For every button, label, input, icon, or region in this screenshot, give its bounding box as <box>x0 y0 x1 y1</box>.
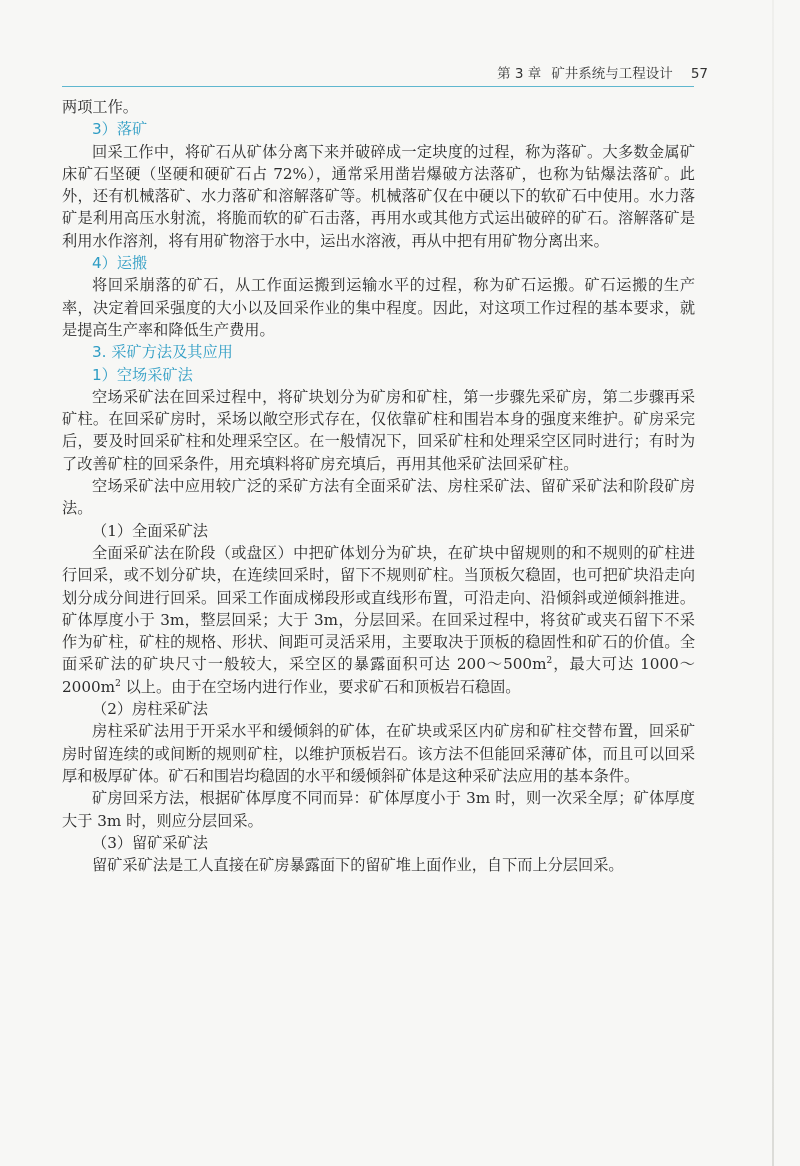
subheading-liukuang: （3）留矿采矿法 <box>92 833 208 852</box>
subheading-quanmian: （1）全面采矿法 <box>92 521 208 540</box>
paragraph-kongchang-1: 空场采矿法在回采过程中，将矿块划分为矿房和矿柱，第一步骤先采矿房，第二步骤再采矿柱。在回采矿房时，采场以敞空形式存在，仅依靠矿柱和围岩本身的强度来维护。矿房采完后，要及时回采矿柱和处理采空区。在一般情况下，回采矿柱和处理采空区同时进行；有时为了改善矿柱的回采条件，用充填料将矿房充填后，再用其他采矿法回采矿柱。 <box>62 387 695 473</box>
superscript-square-1: 2 <box>546 656 553 667</box>
paragraph-liukuang: 留矿采矿法是工人直接在矿房暴露面下的留矿堆上面作业，自下而上分层回采。 <box>92 856 624 875</box>
chapter-number: 第 3 章 <box>497 66 542 82</box>
running-header <box>62 52 708 87</box>
superscript-square-2: 2 <box>115 678 121 689</box>
heading-luokuang: 3）落矿 <box>92 120 148 139</box>
running-header-text <box>497 62 708 82</box>
paragraph-fangzhu-2: 矿房回采方法，根据矿体厚度不同而异：矿体厚度小于 3m 时，则一次采全厚；矿体厚度大于 3m 时，则应分层回采。 <box>62 789 695 830</box>
paragraph-quanmian-part2: ，最大可达 1000～2000m <box>62 655 695 696</box>
paragraph-quanmian-part3: 以上。由于在空场内进行作业，要求矿石和顶板岩石稳固。 <box>120 677 521 696</box>
paragraph-quanmian <box>62 542 695 698</box>
paragraph-kongchang-2: 空场采矿法中应用较广泛的采矿方法有全面采矿法、房柱采矿法、留矿采矿法和阶段矿房法。 <box>62 477 695 518</box>
paragraph-quanmian-part1: 全面采矿法在阶段（或盘区）中把矿体划分为矿块，在矿块中留规则的和不规则的矿柱进行回采，或不划分矿块，在连续回采时，留下不规则矿柱。当顶板欠稳固，也可把矿块沿走向划分成分间进行回采。回采工作面成梯段形或直线形布置，可沿走向、沿倾斜或逆倾斜推进。矿体厚度小于 3m，整层回采；大于 3m，分层回采。在回采过程中，将贫矿或夹石留下不采作为矿柱，矿柱的规格、形状、间距可灵活采用，主要取决于顶板的稳固性和矿石的价值。全面采矿法的矿块尺寸一般较大，采空区的暴露面积可达 200～500m <box>62 543 695 674</box>
subheading-fangzhu: （2）房柱采矿法 <box>92 700 208 719</box>
paragraph-luokuang: 回采工作中，将矿石从矿体分离下来并破碎成一定块度的过程，称为落矿。大多数金属矿床矿石坚硬（坚硬和硬矿石占 72%），通常采用凿岩爆破方法落矿，也称为钻爆法落矿。此外，还有机械落矿、水力落矿和溶解落矿等。机械落矿仅在中硬以下的软矿石中使用。水力落矿是利用高压水射流，将脆而软的矿石击落，再用水或其他方式运出破碎的矿石。溶解落矿是利用水作溶剂，将有用矿物溶于水中，运出水溶液，再从中把有用矿物分离出来。 <box>62 142 695 250</box>
heading-kongchang: 1）空场采矿法 <box>92 365 193 384</box>
paragraph-yunban: 将回采崩落的矿石，从工作面运搬到运输水平的过程，称为矿石运搬。矿石运搬的生产率，决定着回采强度的大小以及回采作业的集中程度。因此，对这项工作过程的基本要求，就是提高生产率和降低生产费用。 <box>62 276 695 339</box>
paragraph-fangzhu-1: 房柱采矿法用于开采水平和缓倾斜的矿体，在矿块或采区内矿房和矿柱交替布置，回采矿房时留连续的或间断的规则矿柱，以维护顶板岩石。该方法不但能回采薄矿体，而且可以回采厚和极厚矿体。矿石和围岩均稳固的水平和缓倾斜矿体是这种采矿法应用的基本条件。 <box>62 722 695 785</box>
page-number: 57 <box>690 66 708 82</box>
heading-yunban: 4）运搬 <box>92 254 148 273</box>
heading-mining-methods: 3. 采矿方法及其应用 <box>92 343 233 362</box>
paragraph-continued: 两项工作。 <box>62 98 138 116</box>
scan-edge-shadow <box>772 0 774 1166</box>
page-body <box>62 96 695 876</box>
chapter-title: 矿井系统与工程设计 <box>551 66 673 82</box>
